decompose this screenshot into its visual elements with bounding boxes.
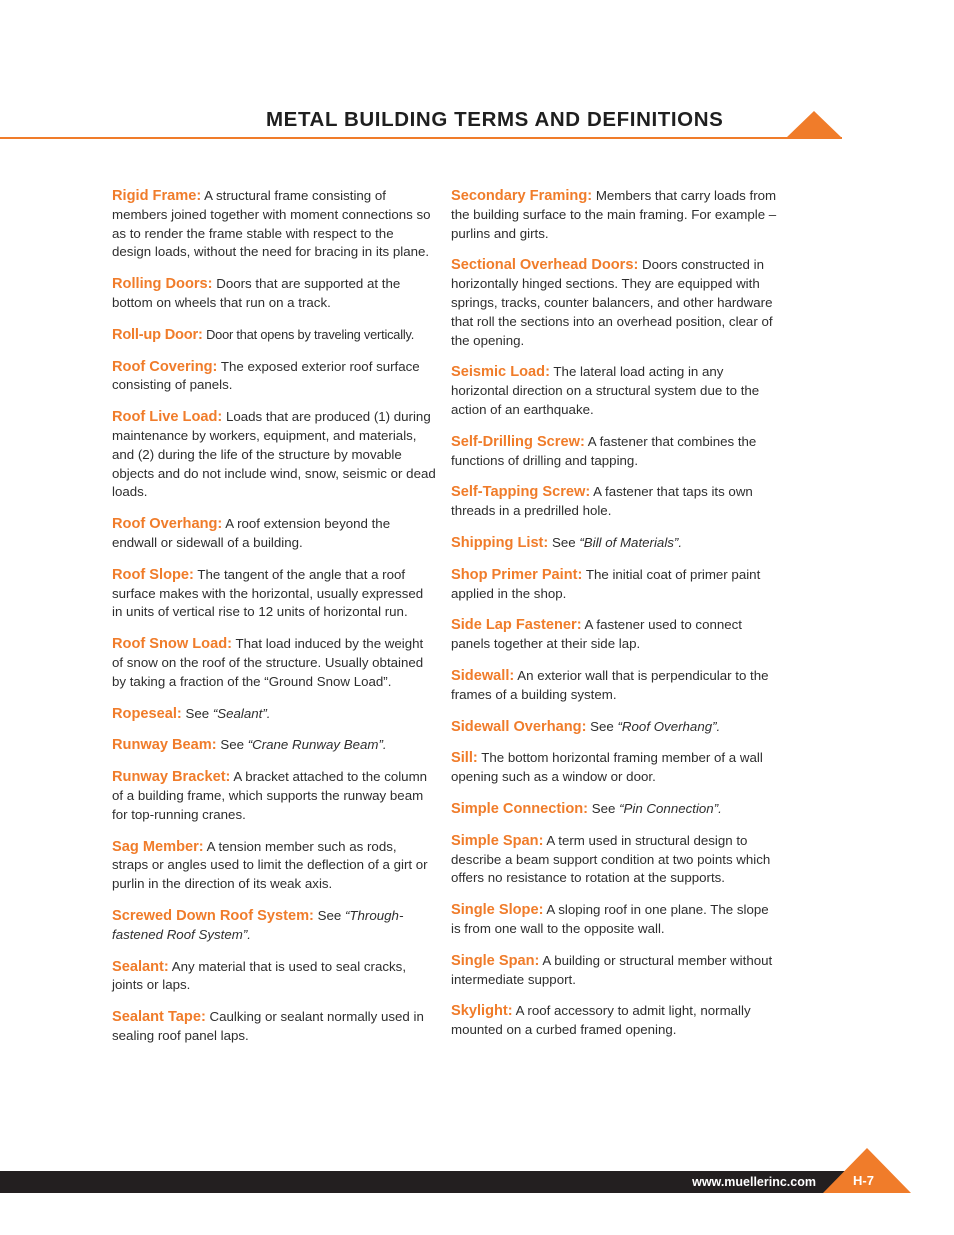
page-number: H-7 — [853, 1173, 874, 1188]
definition-text: A fastener used to connect panels together at their side lap. — [451, 617, 742, 652]
page-title: METAL BUILDING TERMS AND DEFINITIONS — [266, 108, 724, 131]
term-label: Seismic Load: — [451, 364, 550, 381]
definition-text: A structural frame consisting of members joined together with moment connections so as to render the frame stable with respect to the design loads, without the need for bracing in its plane. — [112, 188, 431, 260]
term-label: Shop Primer Paint: — [451, 566, 583, 583]
definition-entry — [451, 667, 777, 705]
term-label: Sidewall Overhang: — [451, 718, 587, 735]
definition-entry — [451, 718, 777, 737]
term-label: Sill: — [451, 750, 478, 767]
term-label: Simple Connection: — [451, 800, 589, 817]
definition-entry — [451, 483, 777, 521]
term-label: Roll-up Door: — [112, 326, 203, 343]
term-label: Sag Member: — [112, 838, 204, 855]
definition-entry — [112, 187, 436, 262]
term-label: Roof Covering: — [112, 358, 218, 375]
definition-entry — [451, 1002, 777, 1040]
right-definitions-column — [451, 187, 777, 1053]
definition-text: See — [317, 907, 345, 923]
definition-entry — [112, 275, 436, 313]
definition-text: A roof extension beyond the endwall or sidewall of a building. — [112, 516, 391, 550]
definition-text: A fastener that combines the functions of drilling and tapping. — [451, 433, 757, 468]
definition-text: Loads that are produced (1) during maintenance by workers, equipment, and materials, and (2) during the life of the structure by movable objects and do not include wind, snow, seismic or dead loads. — [112, 409, 436, 500]
definition-entry — [451, 566, 777, 604]
cross-reference: “Roof Overhang”. — [617, 718, 721, 734]
term-label: Sealant Tape: — [112, 1009, 206, 1026]
definition-entry — [112, 566, 436, 622]
cross-reference: “Sealant”. — [212, 705, 271, 721]
definition-text: The bottom horizontal framing member of a wall opening such as a window or door. — [451, 750, 763, 785]
definition-text: The initial coat of primer paint applied in the shop. — [451, 566, 761, 601]
definition-text: A bracket attached to the column of a building frame, which supports the runway beam for top-running cranes. — [112, 769, 428, 822]
definition-entry — [451, 363, 777, 419]
footer-website-link[interactable]: www.muellerinc.com — [692, 1175, 816, 1189]
definition-entry — [112, 358, 436, 396]
definition-entry — [112, 515, 436, 553]
definition-entry — [112, 838, 436, 894]
term-label: Screwed Down Roof System: — [112, 907, 314, 924]
cross-reference: “Through-fastened Roof System”. — [112, 907, 404, 942]
definition-entry — [451, 832, 777, 888]
definition-entry — [112, 958, 436, 996]
definition-text: Caulking or sealant normally used in sealing roof panel laps. — [112, 1009, 424, 1043]
definition-text: A term used in structural design to describe a beam support condition at two points which offers no resistance to rotation at the supports. — [451, 832, 771, 886]
definition-entry — [112, 326, 436, 345]
term-label: Roof Overhang: — [112, 516, 223, 533]
definition-entry — [451, 187, 777, 243]
definition-text: The lateral load acting in any horizontal direction on a structural system due to the action of an earthquake. — [451, 364, 760, 417]
definition-entry — [112, 705, 436, 724]
term-label: Ropeseal: — [112, 705, 182, 722]
cross-reference: “Crane Runway Beam”. — [247, 737, 387, 753]
term-label: Roof Slope: — [112, 566, 194, 583]
definition-text: Members that carry loads from the building surface to the main framing. For example – purlins and girts. — [451, 188, 777, 241]
term-label: Skylight: — [451, 1003, 513, 1020]
definition-entry — [112, 1008, 436, 1046]
definition-entry — [112, 736, 436, 755]
definition-entry — [451, 433, 777, 471]
definition-entry — [451, 749, 777, 787]
definition-entry — [112, 907, 436, 945]
definition-entry — [451, 616, 777, 654]
term-label: Rolling Doors: — [112, 276, 213, 293]
definition-entry — [451, 901, 777, 939]
definition-entry — [451, 256, 777, 350]
term-label: Sectional Overhead Doors: — [451, 257, 639, 274]
definition-text: A sloping roof in one plane. The slope is from one wall to the opposite wall. — [451, 902, 769, 936]
term-label: Self-Tapping Screw: — [451, 484, 591, 501]
left-definitions-column — [112, 187, 436, 1059]
definition-text: The exposed exterior roof surface consisting of panels. — [112, 358, 420, 393]
definition-text: See — [220, 737, 248, 753]
term-label: Self-Drilling Screw: — [451, 433, 585, 450]
term-label: Roof Live Load: — [112, 409, 223, 426]
term-label: Sealant: — [112, 958, 169, 975]
term-label: Secondary Framing: — [451, 188, 593, 204]
cross-reference: “Pin Connection”. — [619, 800, 722, 816]
definition-entry — [112, 635, 436, 691]
definition-text: A fastener that taps its own threads in a predrilled hole. — [451, 484, 753, 519]
definition-text: See — [185, 705, 213, 721]
definition-entry — [451, 534, 777, 553]
definition-text: Doors that are supported at the bottom on wheels that run on a track. — [112, 276, 401, 310]
definition-text: See — [591, 800, 620, 816]
definition-entry — [451, 952, 777, 990]
definition-text: An exterior wall that is perpendicular to the frames of a building system. — [451, 667, 769, 702]
cross-reference: “Bill of Materials”. — [579, 534, 683, 550]
term-label: Shipping List: — [451, 534, 549, 551]
term-label: Side Lap Fastener: — [451, 617, 582, 634]
term-label: Rigid Frame: — [112, 188, 202, 204]
title-rule — [0, 137, 842, 139]
definition-text: Any material that is used to seal cracks, joints or laps. — [112, 958, 407, 993]
definition-text: Door that opens by traveling vertically. — [206, 326, 415, 342]
term-label: Sidewall: — [451, 667, 515, 684]
term-label: Single Span: — [451, 952, 540, 969]
definition-text: That load induced by the weight of snow on the roof of the structure. Usually obtained by taking a fraction of the “Ground Snow Load”. — [112, 636, 424, 689]
definition-entry — [112, 768, 436, 824]
term-label: Single Slope: — [451, 902, 544, 919]
definition-text: The tangent of the angle that a roof surface makes with the horizontal, usually expressed in units of vertical rise to 12 units of horizontal run. — [112, 566, 424, 620]
definition-text: A roof accessory to admit light, normally mounted on a curbed framed opening. — [451, 1003, 751, 1038]
term-label: Runway Bracket: — [112, 769, 231, 786]
definition-text: See — [551, 534, 580, 550]
definition-text: Doors constructed in horizontally hinged sections. They are equipped with springs, tracks, counter balancers, and other hardware that roll the sections into an overhead position, clear of the opening. — [451, 257, 773, 348]
definition-text: See — [590, 718, 618, 734]
title-triangle-decoration — [786, 111, 842, 138]
definition-entry — [112, 408, 436, 502]
definition-entry — [451, 800, 777, 819]
definition-text: A tension member such as rods, straps or angles used to limit the deflection of a girt or purlin in the direction of its weak axis. — [112, 838, 428, 892]
term-label: Runway Beam: — [112, 737, 217, 754]
definition-text: A building or structural member without intermediate support. — [451, 952, 773, 987]
term-label: Roof Snow Load: — [112, 636, 232, 653]
term-label: Simple Span: — [451, 832, 544, 849]
